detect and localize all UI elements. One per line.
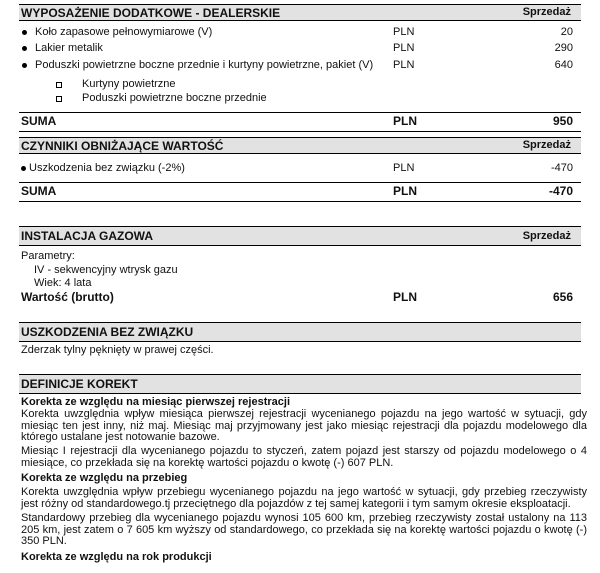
dealer-sum-row: [19, 114, 581, 129]
sum-value: 950: [552, 114, 573, 128]
correction-paragraph: Korekta uwzględnia wpływ przebiegu wycenianego pojazdu na jego wartość w sytuacji, gdy przebieg rzeczywisty jest różny od standardowego.tj przeciętnego dla pojazdów z tej samej kategorii i tym samym okresie eksploatacji.: [21, 486, 587, 510]
item-label: Uszkodzenia bez związku (-2%): [29, 162, 185, 174]
sum-currency: PLN: [393, 184, 417, 198]
bullet-icon: [22, 30, 27, 35]
gas-section-title: INSTALACJA GAZOWA: [21, 229, 153, 243]
checkbox-square-icon: [56, 96, 62, 102]
item-label: Koło zapasowe pełnowymiarowe (V): [35, 26, 213, 38]
sum-value: -470: [548, 184, 573, 198]
bullet-icon: [21, 166, 26, 171]
gas-sale-column-header: Sprzedaż: [522, 230, 571, 242]
reducing-section-title: CZYNNIKI OBNIŻAJĄCE WARTOŚĆ: [21, 139, 224, 153]
list-item: [19, 25, 581, 39]
item-currency: PLN: [393, 162, 415, 174]
item-label: Lakier metalik: [35, 42, 103, 54]
sum-label: SUMA: [21, 184, 57, 198]
divider: [19, 112, 581, 113]
item-value: -470: [550, 162, 573, 174]
correction-paragraph: Korekta uwzględnia wpływ miesiąca pierwszej rejestracji wycenianego pojazdu na jego wartość w sytuacji, gdy miesiąc ten jest inny, niż maj. Miesiąc maj przyjmowany jest jako miesiąc rejestracji dla pojazdu modelowego dla którego ustalane jest notowanie bazowe.: [21, 408, 587, 444]
correction-paragraph: Standardowy przebieg dla wycenianego pojazdu wynosi 105 600 km, przebieg rzeczywisty został ustalony na 113 205 km, jest zatem o 7 605 km wyższy od standardowego, co przekłada się na korektę wartości pojazdu o kwotę (-) 350 PLN.: [21, 512, 587, 548]
sub-item-label: Poduszki powietrzne boczne przednie: [82, 92, 267, 104]
divider: [19, 201, 581, 202]
gas-param: IV - sekwencyjny wtrysk gazu: [34, 264, 178, 276]
correction-title: Korekta ze względu na przebieg: [21, 472, 188, 484]
divider: [19, 182, 581, 183]
damage-description: Zderzak tylny pęknięty w prawej części.: [21, 344, 214, 356]
divider: [19, 131, 581, 132]
checkbox-square-icon: [56, 82, 62, 88]
gas-value-row: [19, 290, 581, 305]
dealer-section-header: [19, 4, 581, 21]
list-item: [19, 58, 581, 72]
definitions-section-header: [19, 374, 581, 394]
item-value: 20: [560, 26, 573, 38]
bullet-icon: [22, 63, 27, 68]
damage-section-header: [19, 322, 581, 342]
item-value: 290: [554, 42, 573, 54]
list-item: [19, 161, 581, 175]
gas-params-label: Parametry:: [21, 250, 75, 262]
reducing-sale-column-header: Sprzedaż: [522, 139, 571, 151]
reducing-section-header: [19, 137, 581, 154]
correction-title: Korekta ze względu na miesiąc pierwszej rejestracji: [21, 396, 291, 408]
list-item: [19, 41, 581, 55]
item-currency: PLN: [393, 26, 415, 38]
gas-param: Wiek: 4 lata: [34, 277, 92, 289]
gas-value-currency: PLN: [393, 290, 417, 304]
damage-section-title: USZKODZENIA BEZ ZWIĄZKU: [21, 325, 194, 339]
correction-paragraph: Miesiąc I rejestracji dla wycenianego pojazdu to styczeń, zatem pojazd jest starszy od pojazdu modelowego o 4 miesiące, co przekłada się na korektę wartości pojazdu o kwotę (-) 607 PLN.: [21, 445, 587, 469]
item-label: Poduszki powietrzne boczne przednie i kurtyny powietrzne, pakiet (V): [35, 59, 374, 71]
correction-title: Korekta ze względu na rok produkcji: [21, 551, 212, 563]
gas-value-label: Wartość (brutto): [21, 290, 114, 304]
definitions-section-title: DEFINICJE KOREKT: [21, 377, 138, 391]
item-currency: PLN: [393, 42, 415, 54]
dealer-sale-column-header: Sprzedaż: [522, 6, 571, 18]
item-value: 640: [554, 59, 573, 71]
sub-list-item: [19, 77, 581, 91]
sub-list-item: [19, 91, 581, 105]
sum-currency: PLN: [393, 114, 417, 128]
reducing-sum-row: [19, 184, 581, 199]
dealer-section-title: WYPOSAŻENIE DODATKOWE - DEALERSKIE: [21, 6, 281, 20]
bullet-icon: [22, 46, 27, 51]
sub-item-label: Kurtyny powietrzne: [82, 78, 176, 90]
sum-label: SUMA: [21, 114, 57, 128]
gas-section-header: [19, 226, 581, 246]
item-currency: PLN: [393, 59, 415, 71]
gas-value-amount: 656: [552, 290, 573, 304]
